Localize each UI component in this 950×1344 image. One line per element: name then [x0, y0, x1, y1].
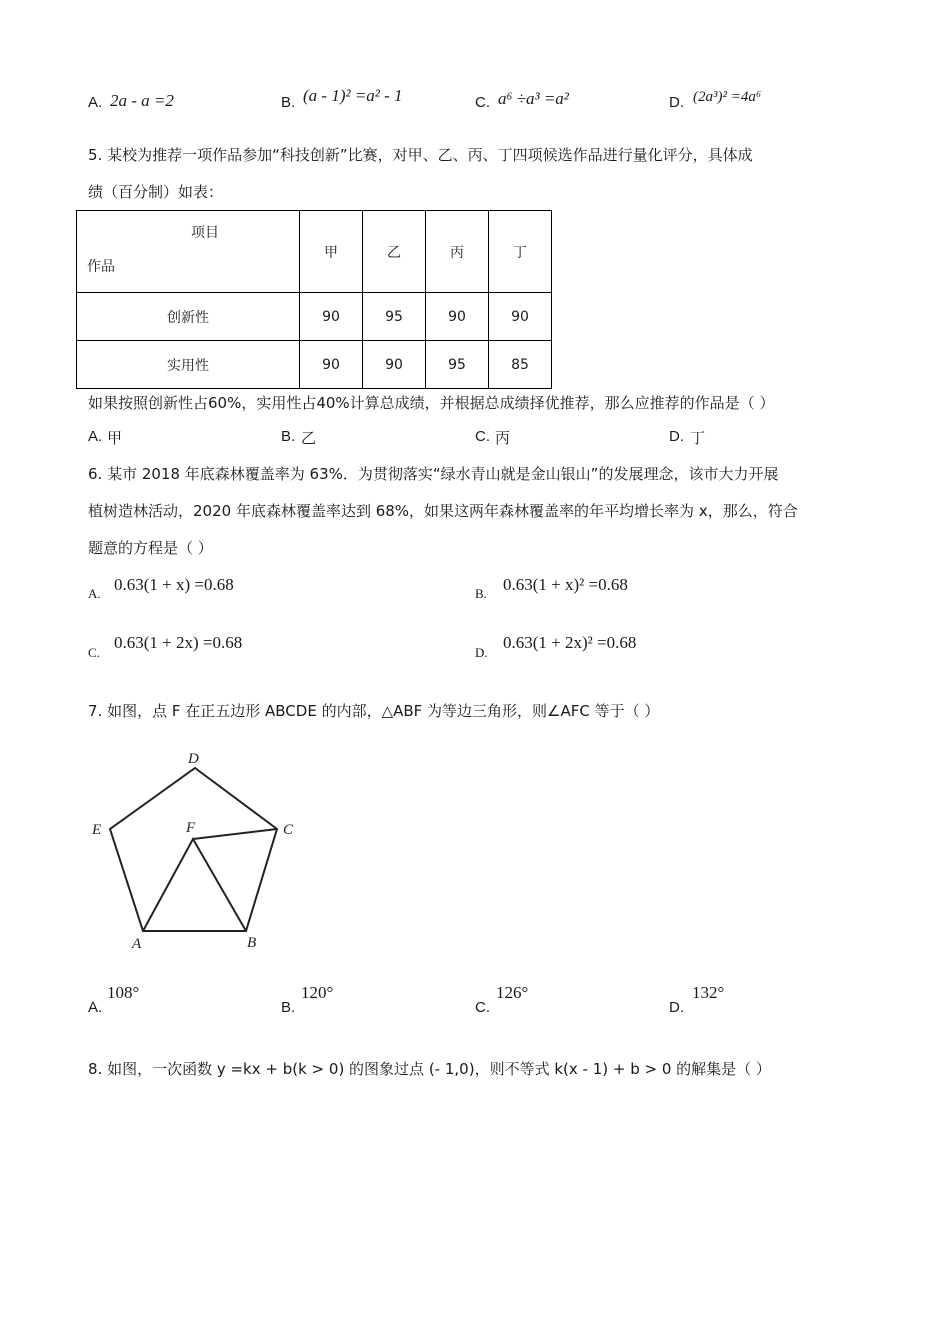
q5-option-a-label: A. [88, 428, 103, 445]
q7-option-c-label: C. [475, 999, 490, 1016]
col-bing: 丙 [426, 211, 489, 293]
q4-option-a-label: A. [88, 94, 103, 111]
row-name: 实用性 [77, 341, 300, 389]
q6-option-b-expr: 0.63(1 + x)² =0.68 [503, 575, 628, 594]
point-a-label: A [132, 936, 142, 952]
q6-option-a-label: A. [88, 586, 101, 601]
col-yi: 乙 [363, 211, 426, 293]
q4-option-d-label: D. [669, 94, 684, 111]
q4-option-b-label: B. [281, 94, 296, 111]
q6-line1: 6. 某市 2018 年底森林覆盖率为 63%．为贯彻落实“绿水青山就是金山银山”的发展理念，该市大力开展 [88, 465, 779, 483]
q7-option-a-value: 108° [107, 983, 140, 1002]
q6-option-d-label: D. [475, 645, 488, 660]
triangle-abf [143, 839, 246, 931]
q7-option-c-value: 126° [496, 983, 529, 1002]
point-b-label: B [247, 935, 257, 951]
q4-option-d-expr: (2a³)² =4a⁶ [693, 89, 762, 105]
q5-option-a-text: 甲 [107, 429, 123, 447]
q7-option-d-value: 132° [692, 983, 725, 1002]
cell: 85 [489, 341, 552, 389]
q5-question: 如果按照创新性占60%，实用性占40%计算总成绩，并根据总成绩择优推荐，那么应推荐的作品是（ ） [88, 394, 775, 412]
point-c-label: C [283, 822, 294, 838]
cell: 95 [363, 293, 426, 341]
table-row [77, 293, 552, 341]
score-table [76, 210, 552, 389]
q4-option-c-expr: a⁶ ÷a³ =a² [498, 89, 569, 108]
cell: 95 [426, 341, 489, 389]
q5-option-b-label: B. [281, 428, 296, 445]
q6-option-d-expr: 0.63(1 + 2x)² =0.68 [503, 633, 637, 652]
pentagon-figure [80, 740, 320, 960]
q4-option-b-expr: (a - 1)² =a² - 1 [303, 86, 403, 105]
q5-line1: 5. 某校为推荐一项作品参加“科技创新”比赛，对甲、乙、丙、丁四项候选作品进行量化评分，具体成 [88, 146, 753, 164]
cell: 90 [363, 341, 426, 389]
q7-option-b-label: B. [281, 999, 296, 1016]
q7-option-d-label: D. [669, 999, 684, 1016]
q7-option-b-value: 120° [301, 983, 334, 1002]
q4-option-c-label: C. [475, 94, 490, 111]
col-jia: 甲 [300, 211, 363, 293]
q5-option-d-text: 丁 [690, 429, 706, 447]
q8-text: 8. 如图，一次函数 y =kx + b(k > 0) 的图象过点 (- 1,0)，则不等式 k(x - 1) + b > 0 的解集是（ ） [88, 1060, 771, 1078]
table-diagonal-header [77, 211, 300, 293]
q6-option-a-expr: 0.63(1 + x) =0.68 [114, 575, 234, 594]
header-item: 项目 [191, 224, 219, 241]
point-e-label: E [92, 822, 102, 838]
cell: 90 [426, 293, 489, 341]
pentagon-abcde [110, 768, 277, 931]
q5-option-c-label: C. [475, 428, 490, 445]
q5-option-c-text: 丙 [495, 429, 511, 447]
segment-fc [193, 829, 277, 839]
q6-line2: 植树造林活动，2020 年底森林覆盖率达到 68%，如果这两年森林覆盖率的年平均增长率为 x，那么，符合 [88, 502, 798, 520]
q7-text: 7. 如图，点 F 在正五边形 ABCDE 的内部，△ABF 为等边三角形，则∠AFC 等于（ ） [88, 702, 660, 720]
row-name: 创新性 [77, 293, 300, 341]
cell: 90 [300, 341, 363, 389]
q6-option-c-label: C. [88, 645, 100, 660]
cell: 90 [489, 293, 552, 341]
q4-option-a-expr: 2a - a =2 [110, 91, 174, 110]
q5-option-b-text: 乙 [301, 429, 317, 447]
cell: 90 [300, 293, 363, 341]
header-work: 作品 [87, 258, 115, 275]
q6-line3: 题意的方程是（ ） [88, 539, 213, 557]
q5-option-d-label: D. [669, 428, 684, 445]
q7-option-a-label: A. [88, 999, 103, 1016]
q6-option-c-expr: 0.63(1 + 2x) =0.68 [114, 633, 243, 652]
col-ding: 丁 [489, 211, 552, 293]
q6-option-b-label: B. [475, 586, 487, 601]
point-d-label: D [188, 751, 199, 767]
table-row [77, 341, 552, 389]
table-header-row [77, 211, 552, 293]
q5-line2: 绩（百分制）如表： [88, 183, 224, 201]
point-f-label: F [186, 820, 196, 836]
